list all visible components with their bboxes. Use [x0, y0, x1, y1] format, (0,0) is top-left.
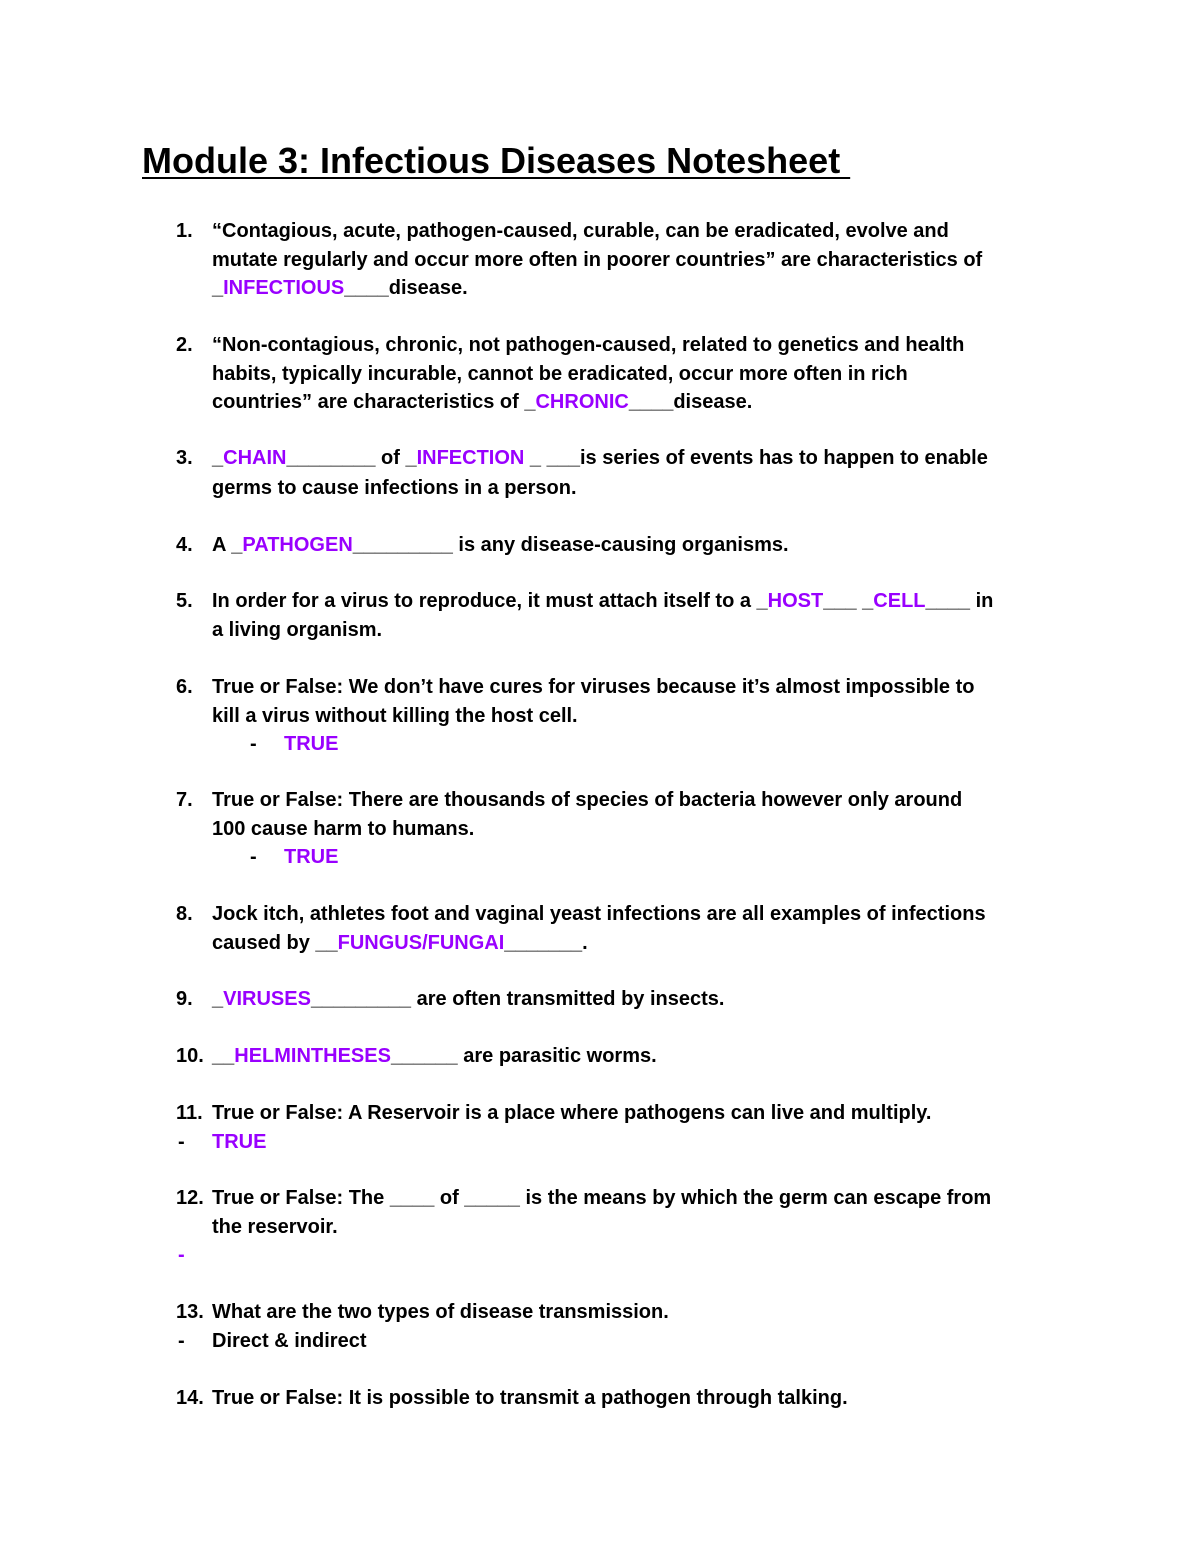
question-text: True or False: It is possible to transmit a pathogen through talking.	[212, 1387, 848, 1409]
question-text: mutate regularly and occur more often in poorer countries” are characteristics of	[212, 248, 983, 271]
question-number: 7.	[176, 789, 193, 811]
question-text: germs to cause infections in a person.	[212, 477, 577, 499]
question-number: 8.	[176, 903, 193, 925]
answer-text: INFECTIOUS	[223, 277, 345, 299]
question-text: kill a virus without killing the host cell.	[212, 704, 578, 727]
question-text: True or False: A Reservoir is a place where pathogens can live and multiply.	[212, 1102, 932, 1124]
answer-text: TRUE	[284, 733, 339, 755]
question-number: 10.	[176, 1045, 204, 1067]
question-text: 100 cause harm to humans.	[212, 817, 475, 840]
question-number: 2.	[176, 334, 193, 356]
answer-text: CHRONIC	[535, 391, 629, 413]
answer-text: TRUE	[284, 846, 339, 868]
question-text: “Contagious, acute, pathogen-caused, curable, can be eradicated, evolve and	[212, 220, 949, 242]
answer-text: FUNGUS/FUNGAI	[337, 932, 505, 954]
question-text: __HELMINTHESES______ are parasitic worms.	[212, 1045, 657, 1067]
answer-text: VIRUSES	[223, 988, 311, 1010]
question-text: What are the two types of disease transmission.	[212, 1301, 669, 1323]
answer-text: CHAIN	[223, 447, 287, 469]
question-text: a living organism.	[212, 619, 383, 641]
question-text: True or False: The ____ of _____ is the means by which the germ can escape from	[212, 1187, 992, 1209]
question-text: “Non-contagious, chronic, not pathogen-caused, related to genetics and health	[212, 334, 965, 356]
question-text: True or False: There are thousands of species of bacteria however only around	[212, 789, 963, 811]
answer-text: PATHOGEN	[242, 534, 353, 556]
question-number: 1.	[176, 220, 193, 242]
bullet-dash: -	[250, 733, 257, 755]
question-number: 11.	[176, 1102, 203, 1124]
answer-text: CELL	[873, 590, 926, 612]
question-number: 13.	[176, 1301, 204, 1323]
question-number: 5.	[176, 590, 193, 612]
question-text: _VIRUSES_________ are often transmitted by insects.	[212, 988, 725, 1010]
question-text: In order for a virus to reproduce, it must attach itself to a _HOST___ _CELL____ in	[212, 590, 994, 612]
answer-text: Direct & indirect	[212, 1329, 367, 1352]
answer-text: TRUE	[212, 1130, 267, 1153]
bullet-dash: -	[250, 846, 257, 868]
page-title: Module 3: Infectious Diseases Notesheet	[142, 140, 851, 181]
answer-text: INFECTION	[416, 447, 525, 469]
bullet-dash: -	[178, 1329, 185, 1352]
question-text: True or False: We don’t have cures for viruses because it’s almost impossible to	[212, 676, 975, 698]
question-text: Jock itch, athletes foot and vaginal yeast infections are all examples of infections	[212, 903, 986, 925]
question-number: 9.	[176, 988, 193, 1010]
question-number: 6.	[176, 676, 193, 698]
bullet-dash: -	[178, 1130, 185, 1153]
question-number: 12.	[176, 1187, 204, 1209]
question-text: A _PATHOGEN_________ is any disease-causing organisms.	[212, 534, 789, 556]
question-text: caused by __FUNGUS/FUNGAI_______.	[212, 932, 588, 954]
question-text: _INFECTIOUS____disease.	[212, 277, 468, 299]
question-text: _CHAIN________ of _INFECTION _ ___is series of events has to happen to enable	[212, 447, 988, 469]
answer-text: HELMINTHESES	[234, 1045, 391, 1067]
question-number: 14.	[176, 1387, 204, 1409]
question-text: countries” are characteristics of _CHRONIC____disease.	[212, 391, 753, 413]
answer-text: HOST	[767, 590, 824, 612]
bullet-dash: -	[178, 1244, 185, 1266]
question-text: habits, typically incurable, cannot be eradicated, occur more often in rich	[212, 362, 908, 385]
question-text: the reservoir.	[212, 1215, 338, 1238]
question-number: 3.	[176, 447, 193, 469]
question-number: 4.	[176, 534, 193, 556]
